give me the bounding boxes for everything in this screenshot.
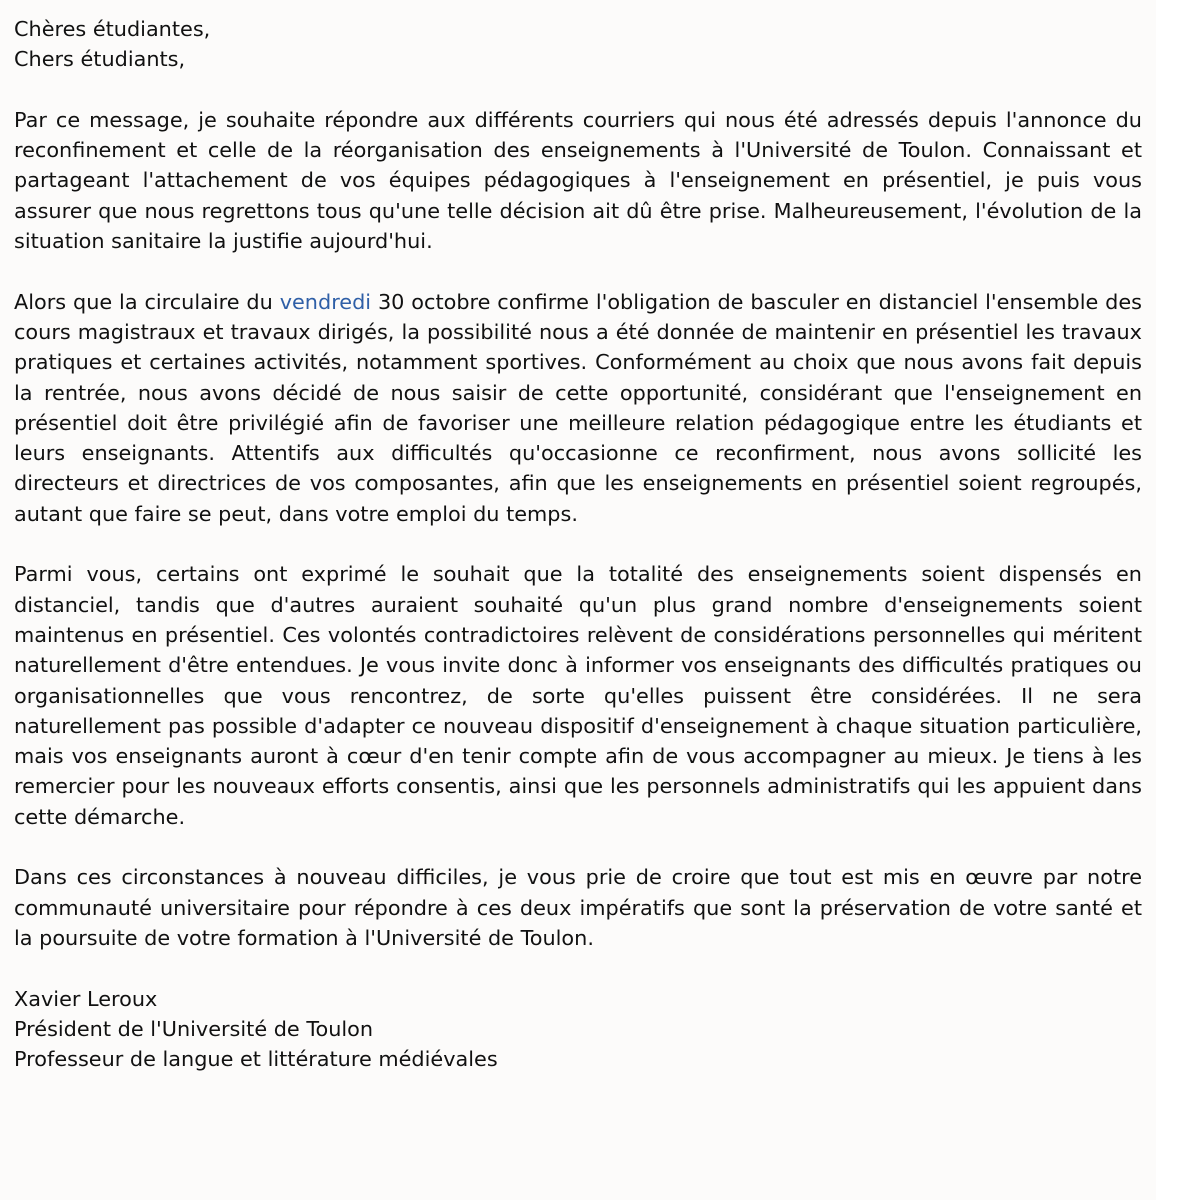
signature-title: Président de l'Université de Toulon bbox=[14, 1016, 374, 1041]
paragraph-4: Dans ces circonstances à nouveau difficiles, je vous prie de croire que tout est mis en œuvre par notre communauté universitaire pour répondre à ces deux impératifs que sont la préservation de votre santé et la poursuite de votre formation à l'Université de Toulon. bbox=[14, 865, 1142, 950]
greeting-line-2: Chers étudiants, bbox=[14, 47, 186, 72]
paragraph-2-text-start: Alors que la circulaire du bbox=[14, 289, 280, 314]
signature-role: Professeur de langue et littérature médiévales bbox=[14, 1047, 498, 1072]
greeting bbox=[14, 14, 1142, 75]
paragraph-2 bbox=[14, 287, 1142, 529]
greeting-line-1: Chères étudiantes, bbox=[14, 17, 211, 41]
signature-name: Xavier Leroux bbox=[14, 986, 158, 1011]
signature bbox=[14, 984, 1142, 1075]
paragraph-1: Par ce message, je souhaite répondre aux différents courriers qui nous été adressés depuis l'annonce du reconfinement et celle de la réorganisation des enseignements à l'Université de Toulon. Connaissant et partageant l'attachement de vos équipes pédagogiques à l'enseignement en présentiel, je puis vous assurer que nous regrettons tous qu'une telle décision ait dû être prise. Malheureusement, l'évolution de la situation sanitaire la justifie aujourd'hui. bbox=[14, 107, 1142, 254]
date-link[interactable]: vendredi bbox=[279, 289, 372, 314]
paragraph-2-text-end: 30 octobre confirme l'obligation de basculer en distanciel l'ensemble des cours magistraux et travaux dirigés, la possibilité nous a été donnée de maintenir en présentiel les travaux pratiques et certaines activités, notamment sportives. Conformément au choix que nous avons fait depuis la rentrée, nous avons décidé de nous saisir de cette opportunité, considérant que l'enseignement en présentiel doit être privilégié afin de favoriser une meilleure relation pédagogique entre les étudiants et leurs enseignants. Attentifs aux difficultés qu'occasionne ce reconfirment, nous avons sollicité les directeurs et directrices de vos composantes, afin que les enseignements en présentiel soient regroupés, autant que faire se peut, dans votre emploi du temps. bbox=[14, 289, 1142, 526]
paragraph-3: Parmi vous, certains ont exprimé le souhait que la totalité des enseignements soient dispensés en distanciel, tandis que d'autres auraient souhaité qu'un plus grand nombre d'enseignements soient maintenus en présentiel. Ces volontés contradictoires relèvent de considérations personnelles qui méritent naturellement d'être entendues. Je vous invite donc à informer vos enseignants des difficultés pratiques ou organisationnelles que vous rencontrez, de sorte qu'elles puissent être considérées. Il ne sera naturellement pas possible d'adapter ce nouveau dispositif d'enseignement à chaque situation particulière, mais vos enseignants auront à cœur d'en tenir compte afin de vous accompagner au mieux. Je tiens à les remercier pour les nouveaux efforts consentis, ainsi que les personnels administratifs qui les appuient dans cette démarche. bbox=[14, 562, 1142, 829]
